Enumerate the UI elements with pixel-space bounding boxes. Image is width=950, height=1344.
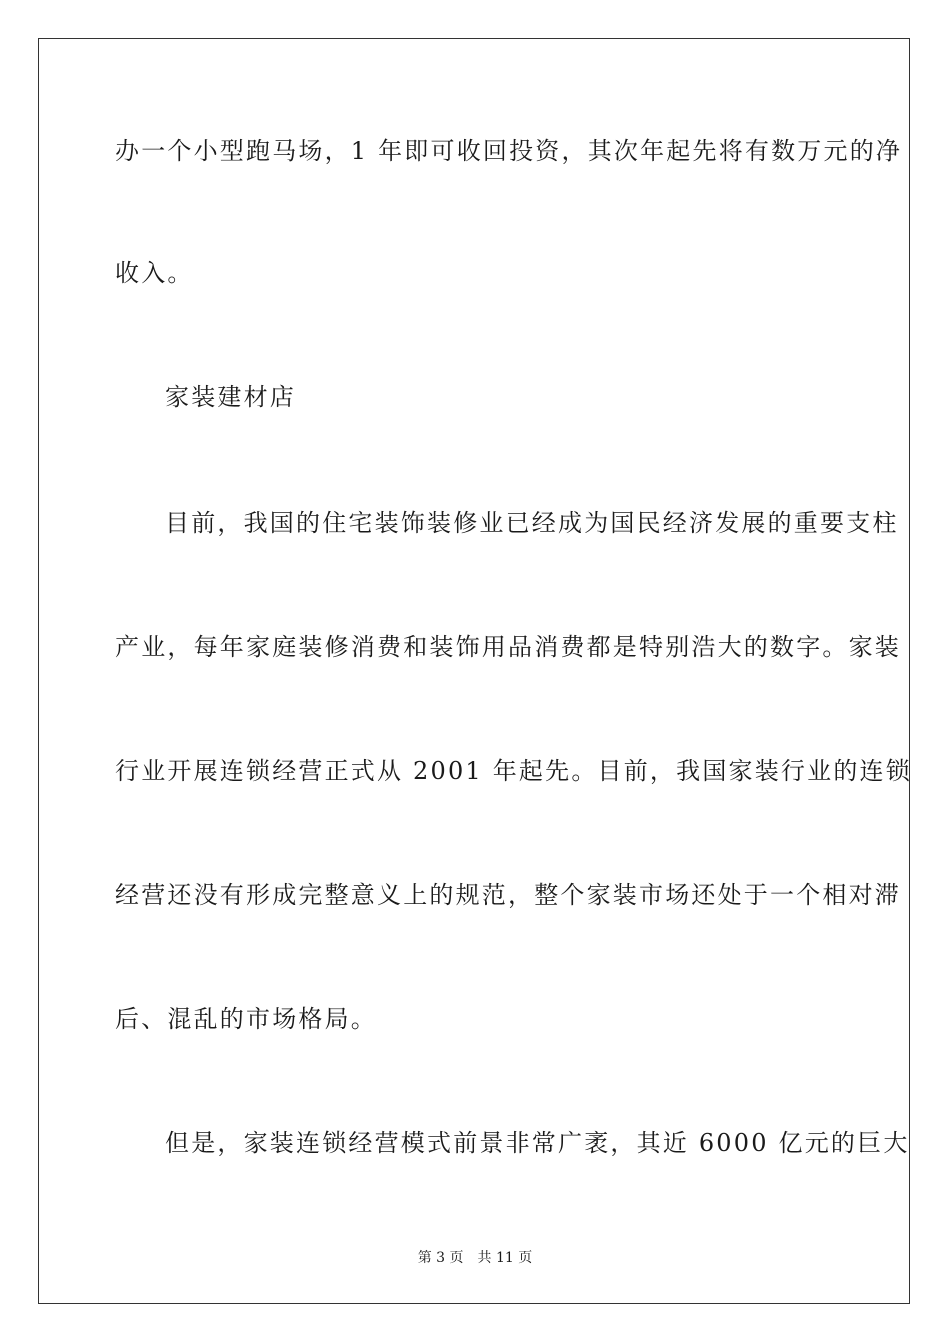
section-heading: 家装建材店 (165, 383, 296, 411)
text-line-1: 办一个小型跑马场，1 年即可收回投资，其次年起先将有数万元的净 (115, 137, 903, 165)
text-line-5: 行业开展连锁经营正式从 2001 年起先。目前，我国家装行业的连锁 (115, 757, 912, 785)
text-line-2: 收入。 (115, 259, 194, 287)
page-number-total: 共 11 页 (477, 1250, 533, 1266)
text-line-4: 产业，每年家庭装修消费和装饰用品消费都是特别浩大的数字。家装 (115, 633, 901, 661)
page-border (38, 38, 910, 1304)
text-line-3: 目前，我国的住宅装饰装修业已经成为国民经济发展的重要支柱 (165, 509, 899, 537)
text-line-6: 经营还没有形成完整意义上的规范，整个家装市场还处于一个相对滞 (115, 881, 901, 909)
text-line-8: 但是，家装连锁经营模式前景非常广袤，其近 6000 亿元的巨大 (165, 1129, 910, 1157)
page-footer (0, 1249, 950, 1267)
text-line-7: 后、混乱的市场格局。 (115, 1005, 377, 1033)
page-number-current: 第 3 页 (417, 1250, 464, 1266)
